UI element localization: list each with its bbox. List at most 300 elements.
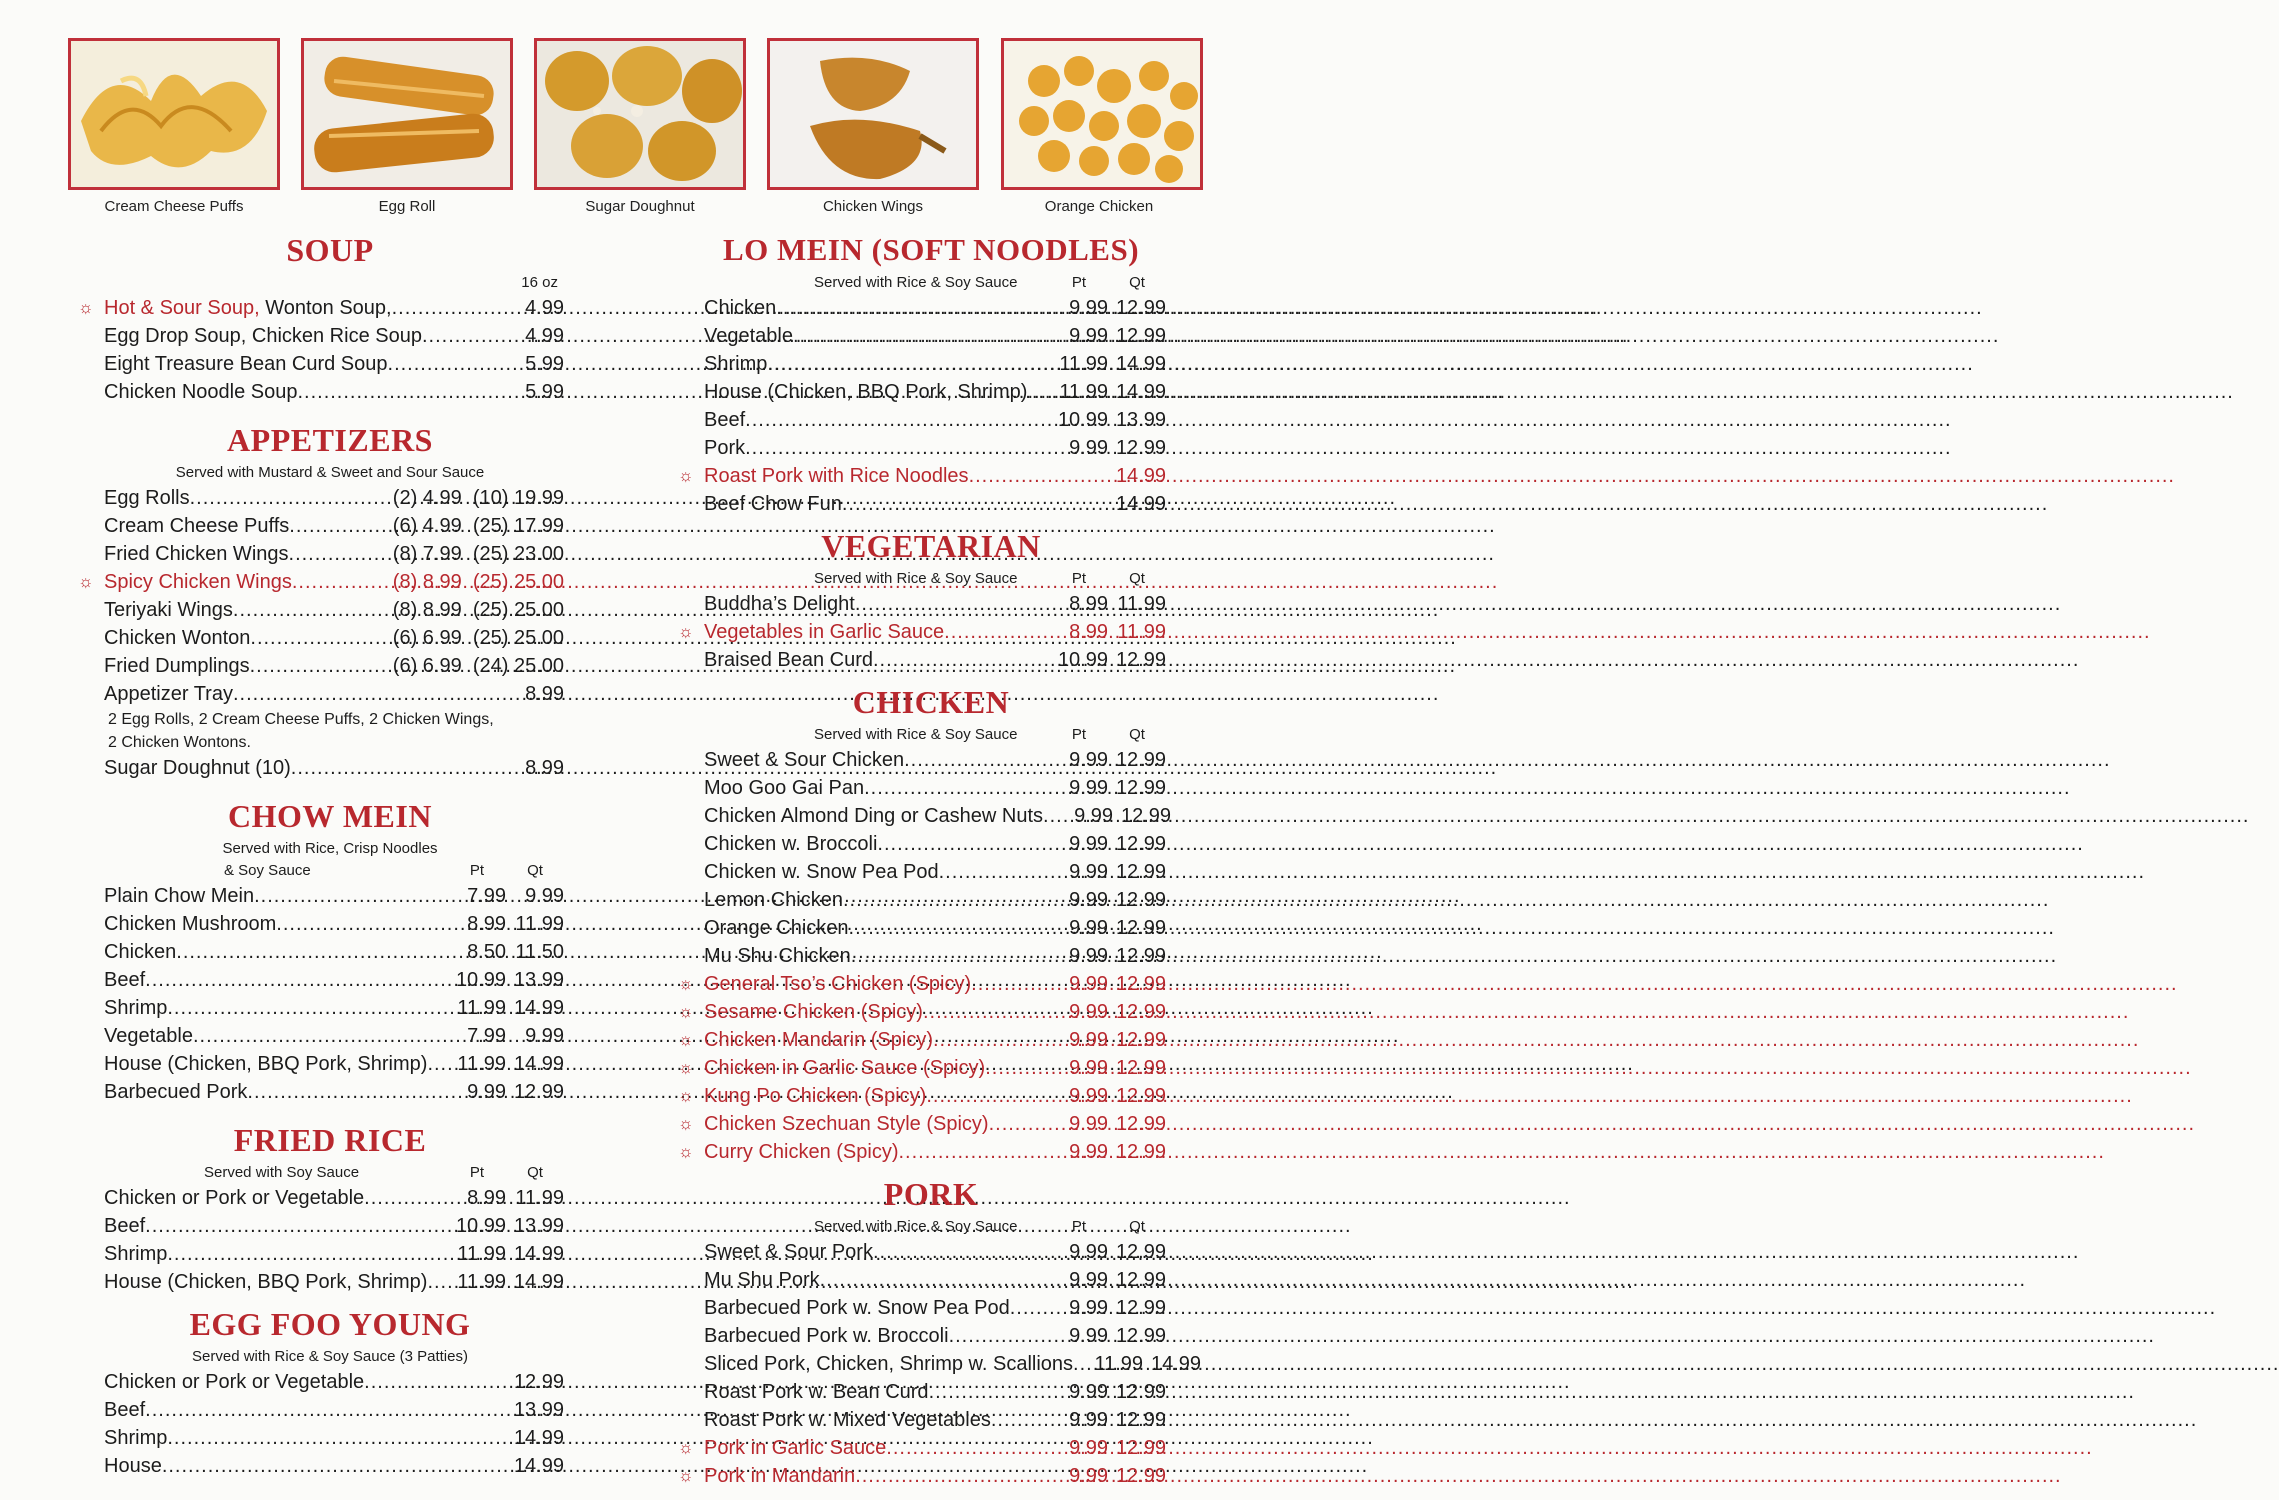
item-name: Lemon Chicken [704,889,843,911]
item-name: Sweet & Sour Pork [704,1241,873,1263]
menu-item[interactable] [676,942,1166,970]
leader-dots [1073,1350,1081,1378]
leader-dots [843,886,1046,914]
item-price: 12.99 [513,1371,564,1393]
item-name: Chicken Mushroom [104,913,277,935]
pt-header: Pt [1071,274,1087,291]
leader-dots [392,294,525,322]
menu-item[interactable] [676,802,1172,830]
qt-price: 14.99 [1115,353,1166,375]
menu-item[interactable] [676,1294,1166,1322]
item-name: Moo Goo Gai Pan [704,777,865,799]
qt-price: 12.99 [1115,1085,1166,1107]
qt-header: Qt [1129,570,1145,587]
menu-item[interactable] [76,994,564,1022]
cream-cheese-puffs-photo [71,41,277,187]
item-name: Vegetable [104,1025,193,1047]
item-name: Roast Pork w. Mixed Vegetables [704,1409,991,1431]
section-title: VEGETARIAN [821,528,1041,564]
item-name: Spicy Chicken Wings [104,571,292,593]
menu-item-spicy[interactable] [676,1462,1166,1490]
qt-price: 12.99 [1115,297,1166,319]
pt-price: 9.99 [1069,917,1108,939]
qt-price: 12.99 [1115,749,1166,771]
menu-item[interactable] [76,350,564,378]
spicy-icon: ☼ [678,1114,694,1133]
menu-item[interactable] [76,1050,564,1078]
pt-price: 9.99 [1074,805,1114,827]
item-price: (2) 4.99 (10) 19.99 [392,487,564,509]
leader-dots [886,1434,1046,1462]
item-name: Eight Treasure Bean Curd Soup [104,353,388,375]
leader-dots [145,1396,514,1424]
section-subtitle: Served with Soy Sauce [204,1164,360,1181]
item-name: Beef [104,1215,146,1237]
leader-dots [745,434,1046,462]
pt-price: 9.99 [1069,1241,1108,1263]
menu-item[interactable] [76,322,564,350]
qt-price: 13.99 [513,969,564,991]
item-name: Shrimp [104,1427,168,1449]
section-title: EGG FOO YOUNG [189,1306,471,1342]
menu-item[interactable] [76,680,564,708]
item-price: 14.99 [513,1455,564,1477]
menu-item[interactable] [76,910,564,938]
appetizers-section [76,418,564,782]
spicy-icon: ☼ [678,622,694,641]
pt-price: 11.99 [457,1053,506,1075]
menu-item[interactable] [76,1268,564,1296]
pt-price: 9.99 [1069,1057,1108,1079]
menu-item[interactable] [76,966,564,994]
spicy-icon: ☼ [678,1438,694,1457]
item-name: Shrimp [704,353,768,375]
leader-dots [855,590,1046,618]
qt-price: 9.99 [525,885,564,907]
pt-price: 9.99 [1069,861,1108,883]
item-name: Chicken [704,297,777,319]
leader-dots [427,1268,444,1296]
item-name: Chicken Wonton [104,627,251,649]
menu-item[interactable] [676,646,1166,674]
menu-item-spicy[interactable] [676,462,1166,490]
spicy-icon: ☼ [678,1002,694,1021]
menu-item-spicy[interactable] [676,1138,1166,1166]
pt-price: 8.50 [467,941,506,963]
menu-item[interactable] [676,1350,1202,1378]
menu-item[interactable] [676,1322,1166,1350]
menu-item[interactable] [676,350,1166,378]
sugar-doughnut-photo [537,41,743,187]
qt-price: 12.99 [1115,1465,1166,1487]
item-name: Chicken Noodle Soup [104,381,298,403]
leader-dots [949,1322,1046,1350]
leader-dots [162,1452,514,1480]
leader-dots [291,754,525,782]
leader-dots [971,970,1046,998]
photo-sugar-doughnut[interactable] [534,38,746,215]
menu-item-spicy[interactable] [676,970,1166,998]
menu-item[interactable] [76,540,564,568]
leader-dots [989,1110,1046,1138]
qt-price: 12.99 [1115,833,1166,855]
menu-item-spicy[interactable] [676,1110,1166,1138]
item-name: Mu Shu Pork [704,1269,820,1291]
qt-price: 11.99 [1117,621,1166,643]
menu-item[interactable] [76,754,564,782]
qt-price: 12.99 [1115,1381,1166,1403]
pt-price: 7.99 [467,885,506,907]
item-price: 13.99 [513,1399,564,1421]
pt-price: 11.99 [457,1271,506,1293]
menu-item[interactable] [76,1368,564,1396]
section-subtitle: Served with Rice & Soy Sauce [814,274,1018,291]
soup-section [76,228,564,406]
menu-item[interactable] [676,490,1166,518]
qt-price: 12.99 [1115,325,1166,347]
qt-price: 12.99 [1115,649,1166,671]
item-name: Mu Shu Chicken [704,945,851,967]
item-name: Egg Rolls [104,487,190,509]
menu-item[interactable] [676,1238,1166,1266]
menu-item[interactable] [76,882,564,910]
menu-item[interactable] [676,378,1166,406]
menu-item-spicy[interactable] [676,618,1166,646]
section-subtitle: Served with Rice & Soy Sauce [814,570,1018,587]
pt-price: 9.99 [1069,749,1108,771]
egg-foo-young-section [76,1302,564,1480]
spicy-icon: ☼ [678,974,694,993]
qt-price: 12.99 [1115,1297,1166,1319]
leader-dots [969,462,1116,490]
item-name: Chicken w. Broccoli [704,833,878,855]
item-name: Roast Pork with Rice Noodles [704,465,969,487]
chow-mein-section [76,794,564,1106]
qt-price: 12.99 [1115,973,1166,995]
menu-item[interactable] [676,322,1166,350]
item-note: 2 Chicken Wontons. [108,734,251,751]
leader-dots [364,1184,444,1212]
item-name-highlight: Hot & Sour Soup, [104,297,260,319]
leader-dots [145,1212,444,1240]
pt-price: 9.99 [1069,889,1108,911]
pork-section [676,1172,1202,1490]
section-subtitle: & Soy Sauce [224,862,311,879]
item-note: 2 Egg Rolls, 2 Cream Cheese Puffs, 2 Chicken Wings, [108,711,494,728]
section-subtitle: Served with Rice, Crisp Noodles [222,840,438,857]
qt-price: 12.99 [1115,1113,1166,1135]
spicy-icon: ☼ [678,1466,694,1485]
pt-price: 9.99 [1069,1409,1108,1431]
item-price: (8) 7.99 (25) 23.00 [392,543,564,565]
menu-item[interactable] [676,774,1166,802]
menu-item[interactable] [76,624,564,652]
leader-dots [167,1424,514,1452]
pt-price: 9.99 [1069,833,1108,855]
pt-price: 9.99 [1069,777,1108,799]
leader-dots [898,1138,1046,1166]
item-name: Beef [704,409,746,431]
qt-price: 11.99 [515,1187,564,1209]
pt-price: 7.99 [467,1025,506,1047]
qt-price: 14.99 [513,1053,564,1075]
menu-item[interactable] [76,596,564,624]
item-price: 14.99 [513,1427,564,1449]
item-name: Pork in Garlic Sauce [704,1437,887,1459]
pt-price: 9.99 [1069,1297,1108,1319]
photo-cream-cheese-puffs[interactable] [68,38,280,215]
pt-price: 9.99 [1069,325,1108,347]
pt-price: 8.99 [467,1187,506,1209]
leader-dots [190,484,393,512]
leader-dots [929,1378,1046,1406]
item-name: Fried Dumplings [104,655,250,677]
item-name: Sugar Doughnut (10) [104,757,291,779]
item-name: Cream Cheese Puffs [104,515,290,537]
pt-price: 11.99 [457,1243,506,1265]
leader-dots [167,994,444,1022]
leader-dots [422,322,525,350]
qt-price: 12.99 [1115,1057,1166,1079]
item-name: Vegetables in Garlic Sauce [704,621,945,643]
leader-dots [991,1406,1046,1434]
qt-price: 11.99 [515,913,564,935]
pt-price: 9.99 [1069,437,1108,459]
qt-price: 12.99 [1115,1001,1166,1023]
qt-price: 12.99 [513,1081,564,1103]
item-name: House (Chicken, BBQ Pork, Shrimp) [104,1271,428,1293]
item-price: 5.99 [525,381,564,403]
item-name: Orange Chicken [704,917,849,939]
item-price: (8) 8.99 (25) 25.00 [392,571,564,593]
section-title: APPETIZERS [227,422,433,458]
item-name: Barbecued Pork w. Snow Pea Pod [704,1297,1010,1319]
item-name: Teriyaki Wings [104,599,233,621]
item-price: (6) 4.99 (25) 17.99 [392,515,564,537]
menu-item[interactable] [676,886,1166,914]
menu-item[interactable] [76,512,564,540]
item-name: Chicken [104,941,177,963]
item-name: Curry Chicken (Spicy) [704,1141,899,1163]
pt-price: 8.99 [467,913,506,935]
qt-header: Qt [527,862,543,879]
item-name: Pork in Mandarin [704,1465,856,1487]
pt-price: 11.99 [1059,381,1108,403]
pt-price: 9.99 [1069,1381,1108,1403]
photo-caption: Chicken Wings [822,198,924,215]
qt-price: 14.99 [1115,381,1166,403]
leader-dots [873,1238,1046,1266]
pt-price: 11.99 [1059,353,1108,375]
menu-item[interactable] [676,1378,1166,1406]
leader-dots [849,914,1046,942]
pt-price: 8.99 [1069,593,1108,615]
pt-price: 9.99 [467,1081,506,1103]
pt-header: Pt [469,862,485,879]
menu-item-spicy[interactable] [676,1026,1166,1054]
menu-item-spicy[interactable] [676,998,1166,1026]
item-name: Vegetable [704,325,793,347]
leader-dots [904,746,1046,774]
qt-price: 14.99 [513,1243,564,1265]
menu-item[interactable] [676,406,1166,434]
menu-item-spicy[interactable] [676,1054,1166,1082]
item-name: Pork [704,437,746,459]
leader-dots [297,378,525,406]
qt-price: 12.99 [1115,1437,1166,1459]
leader-dots [873,646,1046,674]
leader-dots [233,596,393,624]
orange-chicken-photo [1004,41,1200,187]
photo-caption: Cream Cheese Puffs [104,198,244,215]
qt-price: 12.99 [1115,861,1166,883]
qt-header: Qt [1129,274,1145,291]
chicken-wings-photo [770,41,976,187]
pt-price: 9.99 [1069,1085,1108,1107]
item-name: Barbecued Pork [104,1081,248,1103]
menu-item-spicy[interactable] [676,1082,1166,1110]
item-name: Shrimp [104,997,168,1019]
leader-dots [289,540,393,568]
item-name: Chicken Szechuan Style (Spicy) [704,1113,989,1135]
leader-dots [364,1368,514,1396]
pt-price: 11.99 [457,997,506,1019]
qt-price: 12.99 [1120,805,1172,827]
menu-item-spicy[interactable] [676,1434,1166,1462]
pt-price: 10.99 [455,1215,506,1237]
leader-dots [145,966,444,994]
menu-item[interactable] [76,1022,564,1050]
photo-frame [1001,38,1203,190]
menu-item[interactable] [676,858,1166,886]
item-name: Fried Chicken Wings [104,543,289,565]
leader-dots [820,1266,1046,1294]
menu-item[interactable] [76,1078,564,1106]
menu-item[interactable] [676,746,1166,774]
section-subtitle: Served with Rice & Soy Sauce [814,1218,1018,1235]
qt-price: 12.99 [1115,945,1166,967]
section-title: FRIED RICE [233,1122,427,1158]
item-name: Appetizer Tray [104,683,233,705]
menu-item[interactable] [676,1266,1166,1294]
menu-item[interactable] [676,830,1166,858]
leader-dots [1010,1294,1046,1322]
menu-item[interactable] [676,1406,1166,1434]
qt-price: 12.99 [1115,889,1166,911]
menu-item[interactable] [676,914,1166,942]
menu-item-spicy[interactable] [76,568,564,596]
item-name: Roast Pork w. Bean Curd [704,1381,929,1403]
menu-item[interactable] [76,1184,564,1212]
leader-dots [176,938,444,966]
item-name: Sliced Pork, Chicken, Shrimp w. Scallions [704,1353,1074,1375]
qt-price: 13.99 [1115,409,1166,431]
menu-item[interactable] [76,294,564,322]
leader-dots [388,350,526,378]
photo-caption: Sugar Doughnut [585,198,695,215]
qt-price: 11.50 [515,941,564,963]
spicy-icon: ☼ [678,1058,694,1077]
qt-price: 12.99 [1115,1325,1166,1347]
leader-dots [247,1078,444,1106]
menu-item[interactable] [76,1424,564,1452]
qt-price: 14.99 [1150,1353,1202,1375]
menu-item[interactable] [76,1212,564,1240]
menu-item[interactable] [676,590,1166,618]
menu-item[interactable] [76,1452,564,1480]
item-price: (6) 6.99 (24) 25.00 [392,655,564,677]
photo-frame [767,38,979,190]
photo-chicken-wings[interactable] [767,38,979,215]
item-name: Sweet & Sour Chicken [704,749,905,771]
left-column [76,228,564,1480]
section-title: PORK [883,1176,979,1212]
vegetarian-section [676,524,1166,674]
item-name: Braised Bean Curd [704,649,873,671]
leader-dots [254,882,444,910]
leader-dots [167,1240,444,1268]
pt-price: 9.99 [1069,1141,1108,1163]
qt-price: 12.99 [1115,917,1166,939]
pt-price: 10.99 [1057,649,1108,671]
menu-item[interactable] [76,1240,564,1268]
item-name: Chicken in Garlic Sauce (Spicy) [704,1057,986,1079]
photo-caption: Orange Chicken [1044,198,1154,215]
menu-item[interactable] [76,484,564,512]
item-name: Barbecued Pork w. Broccoli [704,1325,949,1347]
pt-header: Pt [1071,1218,1087,1235]
item-name: Sesame Chicken (Spicy) [704,1001,923,1023]
spicy-icon: ☼ [678,1086,694,1105]
pt-header: Pt [1071,726,1087,743]
spicy-icon: ☼ [678,1142,694,1161]
qt-price: 12.99 [1115,1409,1166,1431]
menu-item[interactable] [676,294,1166,322]
column-header-row [76,1162,564,1184]
leader-dots [842,490,1116,518]
menu-item[interactable] [76,1396,564,1424]
leader-dots [851,942,1046,970]
menu-item[interactable] [76,378,564,406]
photo-frame [534,38,746,190]
photo-caption: Egg Roll [378,198,436,215]
leader-dots [276,910,444,938]
qt-price: 12.99 [1115,1141,1166,1163]
item-name: Chicken or Pork or Vegetable [104,1371,365,1393]
item-name: Beef [104,1399,146,1421]
pt-price: 9.99 [1069,973,1108,995]
pt-price: 10.99 [1057,409,1108,431]
leader-dots [864,774,1046,802]
section-title: CHOW MEIN [228,798,432,834]
right-column [676,228,1202,1490]
qt-price: 12.99 [1115,437,1166,459]
leader-dots [926,1082,1046,1110]
leader-dots [193,1022,444,1050]
menu-item[interactable] [76,938,564,966]
photo-egg-roll[interactable] [301,38,513,215]
pt-price: 9.99 [1069,297,1108,319]
menu-item[interactable] [676,434,1166,462]
photo-orange-chicken[interactable] [1001,38,1213,215]
pt-price: 9.99 [1069,1269,1108,1291]
column-header-row [76,860,564,882]
pt-price: 11.99 [1094,1353,1144,1375]
spicy-icon: ☼ [78,298,94,317]
item-name: House (Chicken, BBQ Pork, Shrimp) [104,1053,428,1075]
leader-dots [933,1026,1046,1054]
menu-item[interactable] [76,652,564,680]
